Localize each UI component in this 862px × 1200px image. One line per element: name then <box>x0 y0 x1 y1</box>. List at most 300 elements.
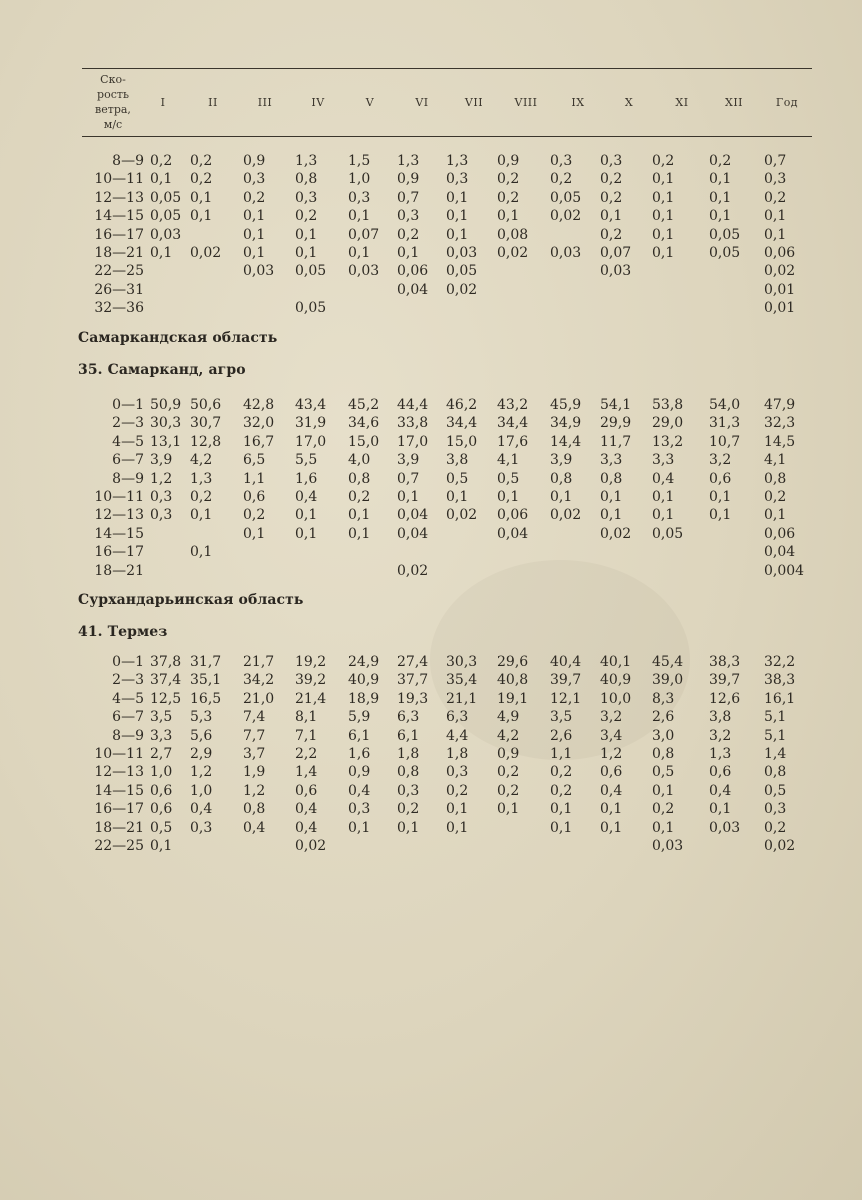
monthly-frequency-cell: 0,5 <box>652 764 675 781</box>
monthly-frequency-cell: 21,7 <box>243 654 275 670</box>
table-row <box>0 562 862 580</box>
monthly-frequency-cell: 1,1 <box>243 470 266 487</box>
monthly-frequency-cell: 0,1 <box>397 819 420 836</box>
monthly-frequency-cell: 0,1 <box>497 208 520 225</box>
monthly-frequency-cell: 0,1 <box>295 244 318 261</box>
annual-frequency-cell: 14,5 <box>764 433 796 450</box>
monthly-frequency-cell: 0,1 <box>243 208 266 225</box>
monthly-frequency-cell: 0,1 <box>150 837 173 854</box>
wind-speed-range: 12—13 <box>94 507 144 524</box>
annual-frequency-cell: 0,7 <box>764 153 787 169</box>
monthly-frequency-cell: 21,0 <box>243 690 275 707</box>
monthly-frequency-cell: 40,1 <box>600 654 632 670</box>
wind-speed-range: 0—1 <box>112 654 144 670</box>
monthly-frequency-cell: 32,0 <box>243 415 275 432</box>
monthly-frequency-cell: 2,2 <box>295 745 318 762</box>
wind-speed-range: 32—36 <box>94 300 144 317</box>
monthly-frequency-cell: 4,2 <box>497 727 520 744</box>
monthly-frequency-cell: 0,1 <box>652 782 675 799</box>
monthly-frequency-cell: 0,04 <box>397 281 429 298</box>
monthly-frequency-cell: 44,4 <box>397 397 429 413</box>
wind-speed-range: 14—15 <box>94 208 144 225</box>
monthly-frequency-cell: 1,8 <box>446 745 469 762</box>
monthly-frequency-cell: 4,0 <box>348 452 371 469</box>
table-row <box>0 727 862 745</box>
monthly-frequency-cell: 0,08 <box>497 226 529 243</box>
monthly-frequency-cell: 54,1 <box>600 397 632 413</box>
monthly-frequency-cell: 0,1 <box>397 244 420 261</box>
monthly-frequency-cell: 0,1 <box>652 819 675 836</box>
table-row <box>0 226 862 244</box>
monthly-frequency-cell: 0,02 <box>446 281 478 298</box>
monthly-frequency-cell: 0,3 <box>150 507 173 524</box>
monthly-frequency-cell: 0,7 <box>397 189 420 206</box>
month-header: I <box>160 95 166 109</box>
monthly-frequency-cell: 0,2 <box>497 764 520 781</box>
wind-speed-range: 8—9 <box>112 470 144 487</box>
table-row <box>0 396 862 414</box>
monthly-frequency-cell: 0,6 <box>709 470 732 487</box>
monthly-frequency-cell: 0,4 <box>190 801 213 818</box>
monthly-frequency-cell: 12,8 <box>190 433 222 450</box>
monthly-frequency-cell: 0,3 <box>600 153 623 169</box>
header-line: Ско- <box>100 73 126 86</box>
monthly-frequency-cell: 45,4 <box>652 654 684 670</box>
monthly-frequency-cell: 1,2 <box>243 782 266 799</box>
monthly-frequency-cell: 0,1 <box>348 507 371 524</box>
region-heading-samarkand: Самаркандская область <box>78 330 278 346</box>
monthly-frequency-cell: 0,8 <box>243 801 266 818</box>
wind-speed-range: 8—9 <box>112 727 144 744</box>
monthly-frequency-cell: 6,3 <box>446 709 469 726</box>
monthly-frequency-cell: 34,9 <box>550 415 582 432</box>
monthly-frequency-cell: 8,3 <box>652 690 675 707</box>
monthly-frequency-cell: 0,6 <box>295 782 318 799</box>
monthly-frequency-cell: 0,5 <box>497 470 520 487</box>
monthly-frequency-cell: 2,6 <box>550 727 573 744</box>
monthly-frequency-cell: 0,04 <box>497 525 529 542</box>
monthly-frequency-cell: 0,6 <box>709 764 732 781</box>
annual-frequency-cell: 0,01 <box>764 281 796 298</box>
monthly-frequency-cell: 0,8 <box>295 171 318 188</box>
monthly-frequency-cell: 0,4 <box>652 470 675 487</box>
monthly-frequency-cell: 0,2 <box>600 226 623 243</box>
monthly-frequency-cell: 43,2 <box>497 397 529 413</box>
monthly-frequency-cell: 7,7 <box>243 727 266 744</box>
continued-table-block <box>0 152 862 318</box>
monthly-frequency-cell: 1,0 <box>190 782 213 799</box>
monthly-frequency-cell: 3,9 <box>397 452 420 469</box>
monthly-frequency-cell: 0,3 <box>446 171 469 188</box>
monthly-frequency-cell: 7,4 <box>243 709 266 726</box>
table-row <box>0 782 862 800</box>
annual-frequency-cell: 5,1 <box>764 727 787 744</box>
monthly-frequency-cell: 24,9 <box>348 654 380 670</box>
monthly-frequency-cell: 0,05 <box>446 263 478 280</box>
monthly-frequency-cell: 0,02 <box>190 244 222 261</box>
monthly-frequency-cell: 0,8 <box>600 470 623 487</box>
table-row <box>0 170 862 188</box>
monthly-frequency-cell: 6,3 <box>397 709 420 726</box>
monthly-frequency-cell: 14,4 <box>550 433 582 450</box>
monthly-frequency-cell: 17,6 <box>497 433 529 450</box>
table-row <box>0 525 862 543</box>
monthly-frequency-cell: 0,05 <box>550 189 582 206</box>
monthly-frequency-cell: 1,6 <box>295 470 318 487</box>
monthly-frequency-cell: 0,2 <box>397 801 420 818</box>
header-line: м/с <box>103 118 123 131</box>
table-row <box>0 506 862 524</box>
monthly-frequency-cell: 6,1 <box>348 727 371 744</box>
monthly-frequency-cell: 3,9 <box>550 452 573 469</box>
monthly-frequency-cell: 31,7 <box>190 654 222 670</box>
monthly-frequency-cell: 0,2 <box>190 153 213 169</box>
monthly-frequency-cell: 12,1 <box>550 690 582 707</box>
monthly-frequency-cell: 0,2 <box>295 208 318 225</box>
monthly-frequency-cell: 0,05 <box>652 525 684 542</box>
table-row <box>0 543 862 561</box>
table-row <box>0 690 862 708</box>
annual-frequency-cell: 0,06 <box>764 525 796 542</box>
monthly-frequency-cell: 0,1 <box>550 819 573 836</box>
monthly-frequency-cell: 34,2 <box>243 672 275 689</box>
monthly-frequency-cell: 0,3 <box>295 189 318 206</box>
monthly-frequency-cell: 0,03 <box>446 244 478 261</box>
monthly-frequency-cell: 4,1 <box>497 452 520 469</box>
monthly-frequency-cell: 39,2 <box>295 672 327 689</box>
monthly-frequency-cell: 1,3 <box>190 470 213 487</box>
monthly-frequency-cell: 53,8 <box>652 397 684 413</box>
monthly-frequency-cell: 19,2 <box>295 654 327 670</box>
monthly-frequency-cell: 3,5 <box>150 709 173 726</box>
monthly-frequency-cell: 34,4 <box>446 415 478 432</box>
monthly-frequency-cell: 0,2 <box>550 171 573 188</box>
monthly-frequency-cell: 0,1 <box>446 226 469 243</box>
monthly-frequency-cell: 0,3 <box>348 801 371 818</box>
monthly-frequency-cell: 17,0 <box>397 433 429 450</box>
month-header: IX <box>571 95 585 109</box>
monthly-frequency-cell: 0,02 <box>497 244 529 261</box>
monthly-frequency-cell: 1,2 <box>150 470 173 487</box>
monthly-frequency-cell: 0,2 <box>600 171 623 188</box>
monthly-frequency-cell: 37,7 <box>397 672 429 689</box>
table-top-rule <box>82 68 812 69</box>
table-row <box>0 653 862 671</box>
monthly-frequency-cell: 0,1 <box>497 801 520 818</box>
table-row <box>0 299 862 317</box>
monthly-frequency-cell: 0,7 <box>397 470 420 487</box>
monthly-frequency-cell: 0,03 <box>150 226 182 243</box>
monthly-frequency-cell: 46,2 <box>446 397 478 413</box>
monthly-frequency-cell: 0,5 <box>446 470 469 487</box>
monthly-frequency-cell: 30,7 <box>190 415 222 432</box>
annual-frequency-cell: 0,004 <box>764 562 805 579</box>
monthly-frequency-cell: 39,7 <box>550 672 582 689</box>
monthly-frequency-cell: 7,1 <box>295 727 318 744</box>
monthly-frequency-cell: 3,5 <box>550 709 573 726</box>
monthly-frequency-cell: 4,9 <box>497 709 520 726</box>
monthly-frequency-cell: 0,1 <box>652 488 675 505</box>
monthly-frequency-cell: 1,9 <box>243 764 266 781</box>
wind-speed-range: 18—21 <box>94 819 144 836</box>
monthly-frequency-cell: 3,4 <box>600 727 623 744</box>
monthly-frequency-cell: 3,3 <box>600 452 623 469</box>
monthly-frequency-cell: 0,1 <box>446 801 469 818</box>
monthly-frequency-cell: 16,5 <box>190 690 222 707</box>
monthly-frequency-cell: 0,03 <box>243 263 275 280</box>
annual-frequency-cell: 5,1 <box>764 709 787 726</box>
monthly-frequency-cell: 34,6 <box>348 415 380 432</box>
monthly-frequency-cell: 40,9 <box>600 672 632 689</box>
month-header: XII <box>724 95 744 109</box>
monthly-frequency-cell: 50,9 <box>150 397 182 413</box>
monthly-frequency-cell: 43,4 <box>295 397 327 413</box>
wind-speed-range: 4—5 <box>112 433 144 450</box>
wind-speed-range: 16—17 <box>94 801 144 818</box>
monthly-frequency-cell: 0,1 <box>652 226 675 243</box>
monthly-frequency-cell: 50,6 <box>190 397 222 413</box>
table-row <box>0 745 862 763</box>
header-line: ветра, <box>95 103 131 116</box>
monthly-frequency-cell: 0,4 <box>295 819 318 836</box>
monthly-frequency-cell: 3,0 <box>652 727 675 744</box>
annual-frequency-cell: 16,1 <box>764 690 796 707</box>
monthly-frequency-cell: 27,4 <box>397 654 429 670</box>
monthly-frequency-cell: 0,04 <box>397 525 429 542</box>
monthly-frequency-cell: 0,2 <box>497 189 520 206</box>
monthly-frequency-cell: 0,4 <box>295 488 318 505</box>
monthly-frequency-cell: 0,1 <box>295 507 318 524</box>
monthly-frequency-cell: 0,1 <box>446 189 469 206</box>
monthly-frequency-cell: 0,1 <box>348 208 371 225</box>
monthly-frequency-cell: 0,9 <box>497 745 520 762</box>
monthly-frequency-cell: 0,1 <box>600 488 623 505</box>
monthly-frequency-cell: 0,2 <box>446 782 469 799</box>
monthly-frequency-cell: 19,1 <box>497 690 529 707</box>
table-row <box>0 207 862 225</box>
monthly-frequency-cell: 0,1 <box>709 189 732 206</box>
monthly-frequency-cell: 0,06 <box>497 507 529 524</box>
wind-speed-range: 18—21 <box>94 244 144 261</box>
wind-speed-range: 18—21 <box>94 562 144 579</box>
monthly-frequency-cell: 0,2 <box>652 153 675 169</box>
monthly-frequency-cell: 0,2 <box>190 488 213 505</box>
monthly-frequency-cell: 15,0 <box>348 433 380 450</box>
annual-frequency-cell: 0,2 <box>764 488 787 505</box>
monthly-frequency-cell: 0,1 <box>652 507 675 524</box>
monthly-frequency-cell: 0,1 <box>600 507 623 524</box>
monthly-frequency-cell: 0,3 <box>150 488 173 505</box>
monthly-frequency-cell: 0,1 <box>600 819 623 836</box>
monthly-frequency-cell: 11,7 <box>600 433 632 450</box>
wind-speed-range: 16—17 <box>94 226 144 243</box>
month-header: III <box>257 95 273 109</box>
monthly-frequency-cell: 42,8 <box>243 397 275 413</box>
table-row <box>0 819 862 837</box>
wind-speed-range: 12—13 <box>94 764 144 781</box>
monthly-frequency-cell: 0,8 <box>397 764 420 781</box>
monthly-frequency-cell: 0,2 <box>550 782 573 799</box>
monthly-frequency-cell: 39,0 <box>652 672 684 689</box>
monthly-frequency-cell: 1,2 <box>600 745 623 762</box>
monthly-frequency-cell: 1,2 <box>190 764 213 781</box>
header-line: рость <box>97 88 129 101</box>
month-header: II <box>208 95 218 109</box>
monthly-frequency-cell: 45,2 <box>348 397 380 413</box>
monthly-frequency-cell: 0,2 <box>397 226 420 243</box>
monthly-frequency-cell: 0,1 <box>348 244 371 261</box>
annual-frequency-cell: 32,2 <box>764 654 796 670</box>
monthly-frequency-cell: 0,05 <box>295 263 327 280</box>
monthly-frequency-cell: 0,1 <box>190 544 213 561</box>
monthly-frequency-cell: 0,2 <box>190 171 213 188</box>
monthly-frequency-cell: 29,0 <box>652 415 684 432</box>
monthly-frequency-cell: 4,4 <box>446 727 469 744</box>
annual-frequency-cell: 38,3 <box>764 672 796 689</box>
monthly-frequency-cell: 0,3 <box>550 153 573 169</box>
monthly-frequency-cell: 0,04 <box>397 507 429 524</box>
monthly-frequency-cell: 0,2 <box>652 801 675 818</box>
monthly-frequency-cell: 0,4 <box>243 819 266 836</box>
monthly-frequency-cell: 3,2 <box>709 452 732 469</box>
monthly-frequency-cell: 0,02 <box>295 837 327 854</box>
monthly-frequency-cell: 0,02 <box>550 507 582 524</box>
monthly-frequency-cell: 29,9 <box>600 415 632 432</box>
month-header: IV <box>311 95 325 109</box>
monthly-frequency-cell: 0,1 <box>295 226 318 243</box>
monthly-frequency-cell: 30,3 <box>446 654 478 670</box>
monthly-frequency-cell: 6,5 <box>243 452 266 469</box>
monthly-frequency-cell: 0,5 <box>150 819 173 836</box>
table-row <box>0 763 862 781</box>
monthly-frequency-cell: 0,2 <box>600 189 623 206</box>
region-heading-surkhandarya: Сурхандарьинская область <box>78 592 304 608</box>
wind-speed-range: 14—15 <box>94 782 144 799</box>
monthly-frequency-cell: 0,1 <box>150 171 173 188</box>
monthly-frequency-cell: 0,03 <box>550 244 582 261</box>
annual-frequency-cell: 0,8 <box>764 764 787 781</box>
monthly-frequency-cell: 0,1 <box>550 488 573 505</box>
monthly-frequency-cell: 0,05 <box>150 189 182 206</box>
annual-frequency-cell: 0,1 <box>764 507 787 524</box>
monthly-frequency-cell: 5,6 <box>190 727 213 744</box>
monthly-frequency-cell: 2,6 <box>652 709 675 726</box>
monthly-frequency-cell: 0,3 <box>243 171 266 188</box>
wind-speed-range: 10—11 <box>94 171 144 188</box>
monthly-frequency-cell: 0,9 <box>243 153 266 169</box>
monthly-frequency-cell: 0,05 <box>150 208 182 225</box>
annual-frequency-cell: 0,2 <box>764 189 787 206</box>
annual-frequency-cell: 0,06 <box>764 244 796 261</box>
wind-speed-range: 0—1 <box>112 397 144 413</box>
monthly-frequency-cell: 0,03 <box>600 263 632 280</box>
monthly-frequency-cell: 0,02 <box>397 562 429 579</box>
table-row <box>0 433 862 451</box>
monthly-frequency-cell: 0,2 <box>550 764 573 781</box>
monthly-frequency-cell: 0,9 <box>497 153 520 169</box>
station-heading-termez: 41. Термез <box>78 624 168 640</box>
monthly-frequency-cell: 2,9 <box>190 745 213 762</box>
table-row <box>0 262 862 280</box>
monthly-frequency-cell: 0,03 <box>652 837 684 854</box>
monthly-frequency-cell: 3,7 <box>243 745 266 762</box>
monthly-frequency-cell: 0,6 <box>600 764 623 781</box>
monthly-frequency-cell: 0,05 <box>709 244 741 261</box>
monthly-frequency-cell: 0,05 <box>295 300 327 317</box>
monthly-frequency-cell: 0,2 <box>150 153 173 169</box>
annual-frequency-cell: 0,02 <box>764 263 796 280</box>
monthly-frequency-cell: 1,0 <box>150 764 173 781</box>
monthly-frequency-cell: 0,4 <box>600 782 623 799</box>
wind-speed-range: 8—9 <box>112 153 144 169</box>
monthly-frequency-cell: 0,8 <box>652 745 675 762</box>
monthly-frequency-cell: 0,3 <box>348 189 371 206</box>
annual-frequency-cell: 0,3 <box>764 801 787 818</box>
monthly-frequency-cell: 0,02 <box>550 208 582 225</box>
monthly-frequency-cell: 0,3 <box>446 764 469 781</box>
monthly-frequency-cell: 0,1 <box>550 801 573 818</box>
monthly-frequency-cell: 1,8 <box>397 745 420 762</box>
annual-frequency-cell: 0,2 <box>764 819 787 836</box>
monthly-frequency-cell: 37,8 <box>150 654 182 670</box>
monthly-frequency-cell: 0,1 <box>652 244 675 261</box>
monthly-frequency-cell: 0,1 <box>243 226 266 243</box>
month-header: Год <box>775 95 799 109</box>
monthly-frequency-cell: 0,1 <box>243 244 266 261</box>
month-header: XI <box>675 95 689 109</box>
monthly-frequency-cell: 6,1 <box>397 727 420 744</box>
monthly-frequency-cell: 3,8 <box>709 709 732 726</box>
monthly-frequency-cell: 0,1 <box>397 488 420 505</box>
monthly-frequency-cell: 31,3 <box>709 415 741 432</box>
monthly-frequency-cell: 0,9 <box>348 764 371 781</box>
table-row <box>0 470 862 488</box>
monthly-frequency-cell: 1,4 <box>295 764 318 781</box>
monthly-frequency-cell: 0,8 <box>550 470 573 487</box>
monthly-frequency-cell: 0,2 <box>497 782 520 799</box>
monthly-frequency-cell: 10,0 <box>600 690 632 707</box>
monthly-frequency-cell: 0,1 <box>709 171 732 188</box>
termez-table-block <box>0 653 862 855</box>
monthly-frequency-cell: 0,4 <box>709 782 732 799</box>
monthly-frequency-cell: 0,1 <box>446 819 469 836</box>
table-row <box>0 800 862 818</box>
monthly-frequency-cell: 40,4 <box>550 654 582 670</box>
monthly-frequency-cell: 0,6 <box>150 801 173 818</box>
monthly-frequency-cell: 29,6 <box>497 654 529 670</box>
monthly-frequency-cell: 8,1 <box>295 709 318 726</box>
table-row <box>0 837 862 855</box>
monthly-frequency-cell: 40,8 <box>497 672 529 689</box>
monthly-frequency-cell: 10,7 <box>709 433 741 450</box>
monthly-frequency-cell: 1,3 <box>397 153 420 169</box>
monthly-frequency-cell: 5,5 <box>295 452 318 469</box>
annual-frequency-cell: 0,3 <box>764 171 787 188</box>
table-row <box>0 671 862 689</box>
monthly-frequency-cell: 0,07 <box>600 244 632 261</box>
monthly-frequency-cell: 3,9 <box>150 452 173 469</box>
monthly-frequency-cell: 0,1 <box>190 208 213 225</box>
annual-frequency-cell: 4,1 <box>764 452 787 469</box>
monthly-frequency-cell: 0,3 <box>190 819 213 836</box>
month-header: VII <box>464 95 484 109</box>
monthly-frequency-cell: 40,9 <box>348 672 380 689</box>
annual-frequency-cell: 0,02 <box>764 837 796 854</box>
monthly-frequency-cell: 0,02 <box>446 507 478 524</box>
monthly-frequency-cell: 0,1 <box>190 507 213 524</box>
monthly-frequency-cell: 0,03 <box>709 819 741 836</box>
month-header: VI <box>415 95 429 109</box>
